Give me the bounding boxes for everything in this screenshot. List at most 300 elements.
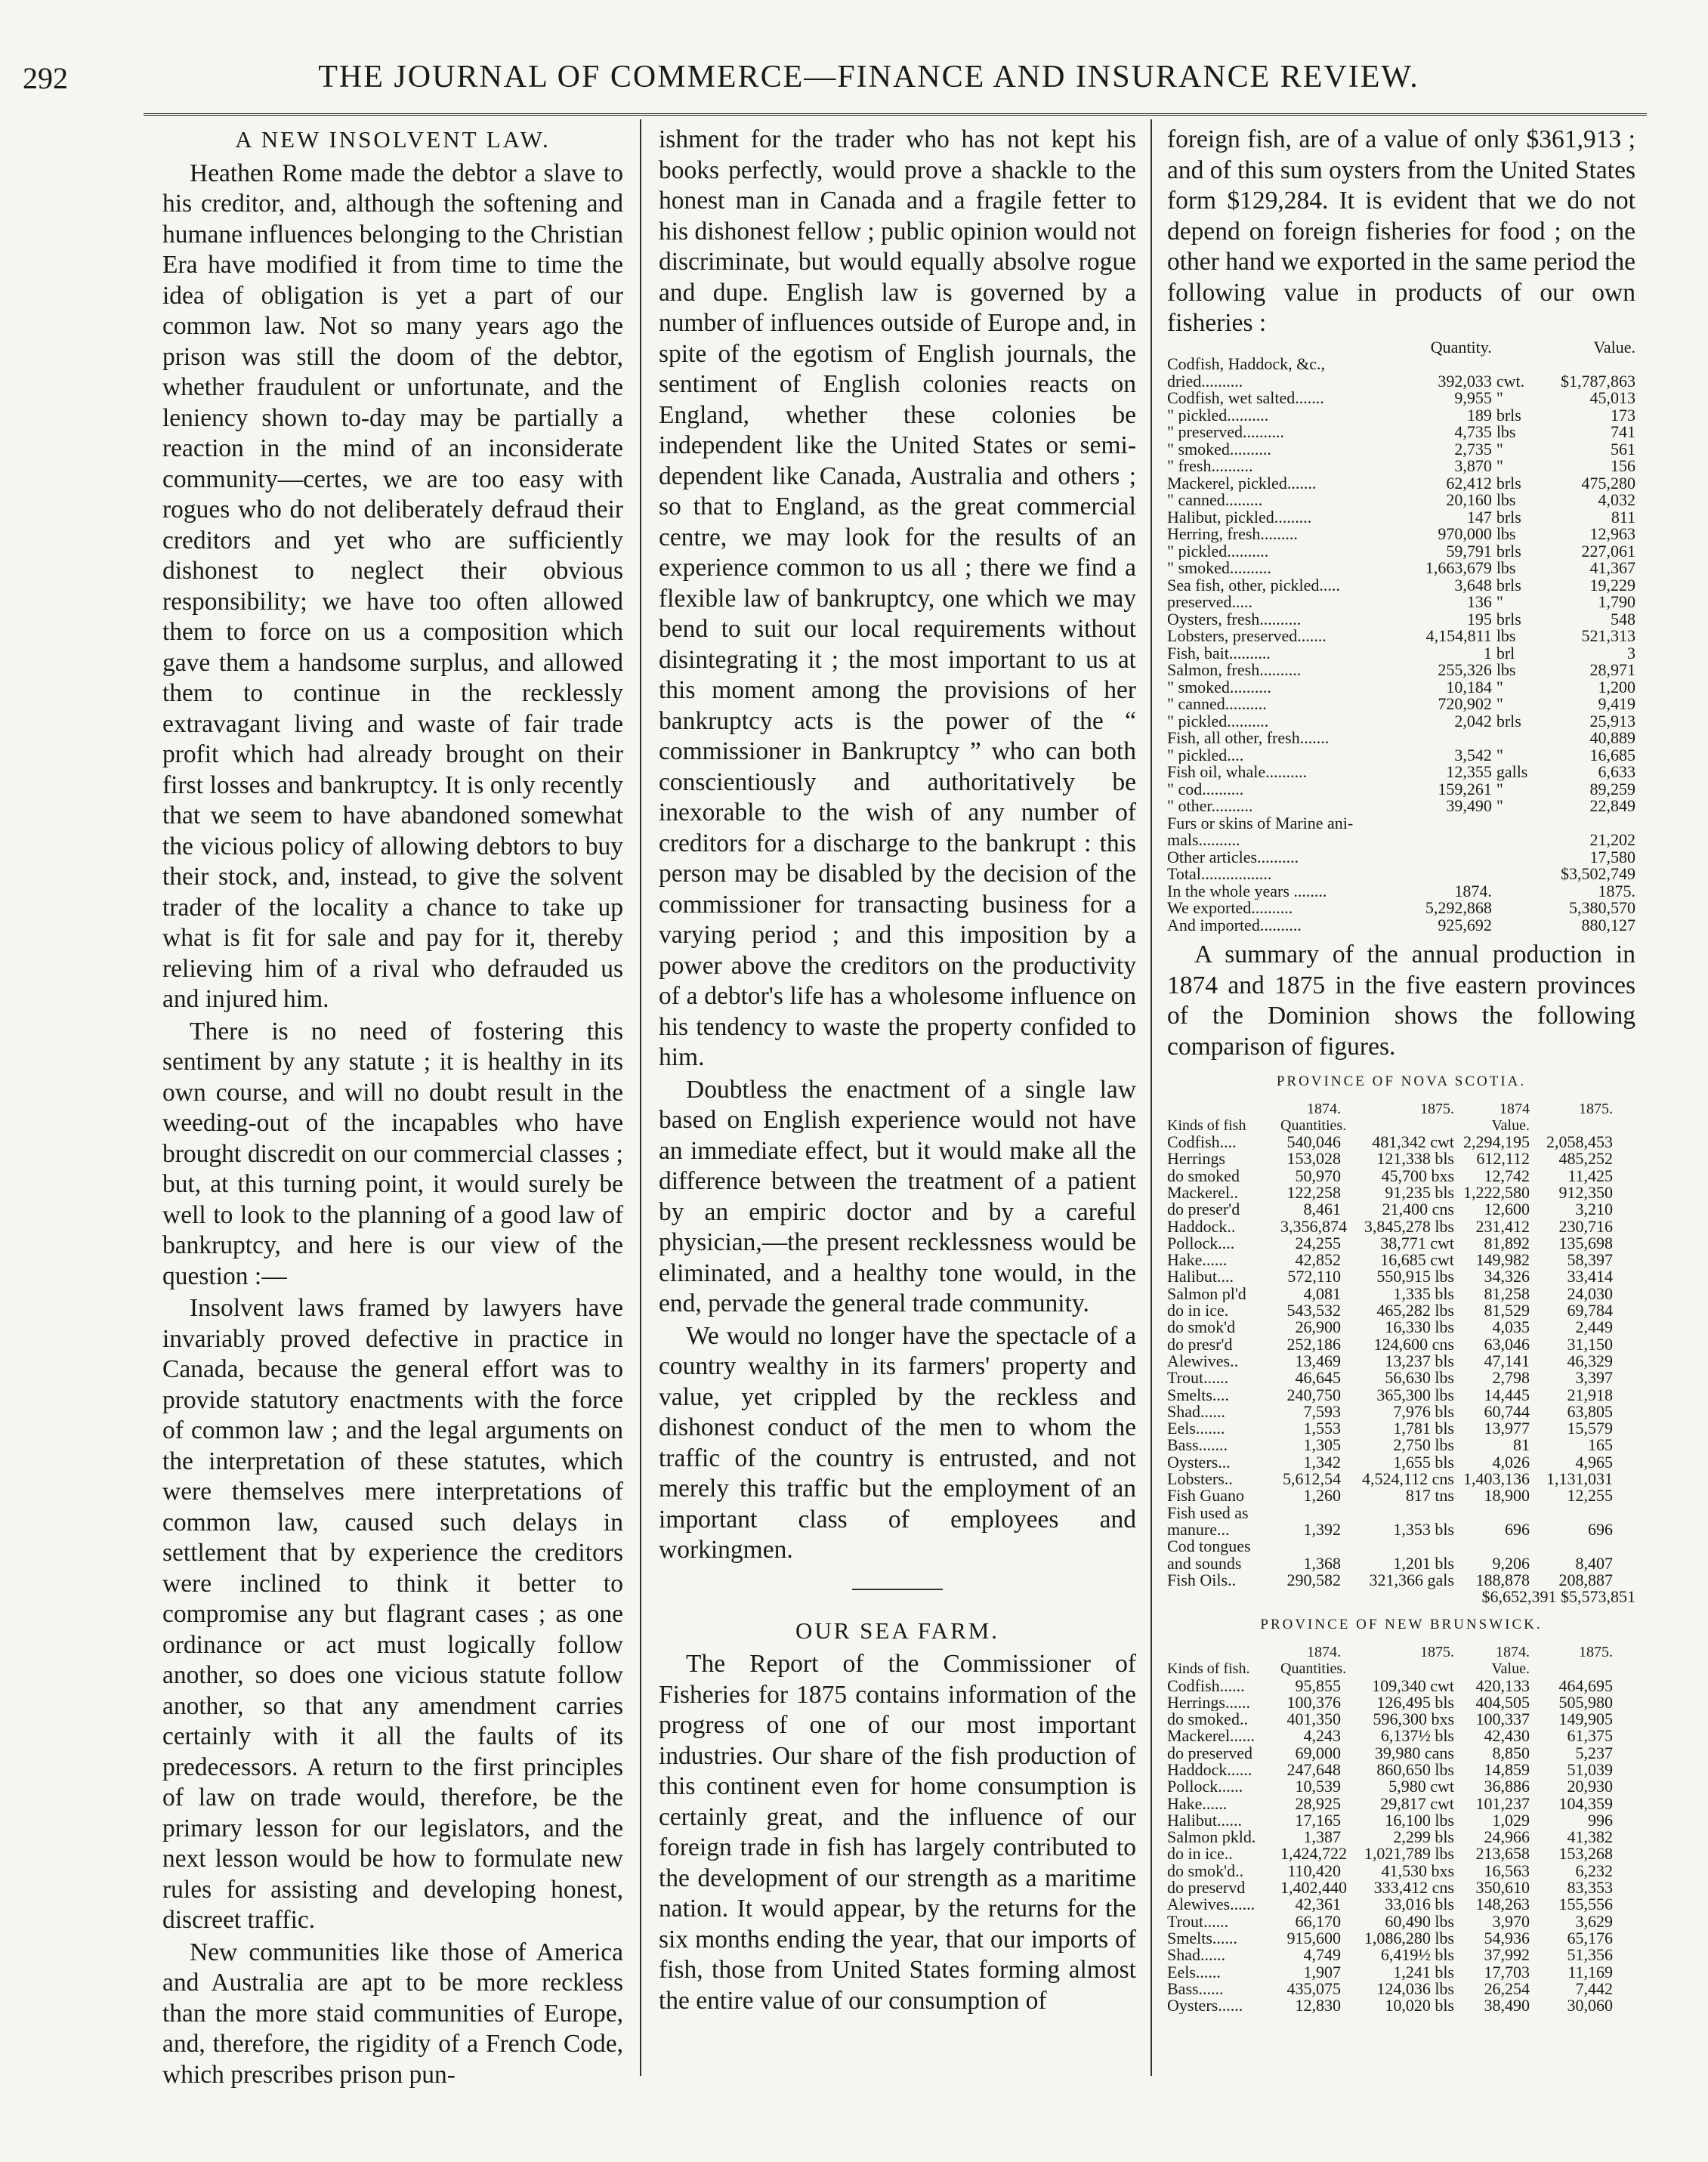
table-cell: 1,260 — [1303, 1486, 1341, 1506]
table-cell: 1,200 — [1598, 677, 1636, 696]
table-cell: brls — [1496, 405, 1521, 425]
table-cell: 69,000 — [1295, 1743, 1341, 1762]
table-cell: 970,000 — [1438, 524, 1492, 543]
table-cell — [1392, 866, 1492, 883]
table-cell: 21,202 — [1589, 830, 1636, 849]
table-cell — [1492, 815, 1549, 832]
table-cell: 6,419½ bls — [1380, 1945, 1454, 1965]
table-cell: do smoked — [1167, 1167, 1240, 1184]
column-divider-2 — [1151, 119, 1152, 2076]
table-cell: 1,402,440 — [1280, 1878, 1347, 1898]
table-cell — [1492, 883, 1549, 900]
table-row — [1167, 1353, 1635, 1370]
table-row — [1167, 730, 1635, 747]
table-cell: dried.......... — [1167, 372, 1243, 390]
table-cell: 16,100 lbs — [1385, 1810, 1454, 1830]
table-cell: 1,029 — [1492, 1810, 1530, 1830]
section-divider — [852, 1589, 943, 1590]
table-row — [1167, 645, 1635, 662]
article-paragraph: Heathen Rome made the debtor a slave to his creditor, and, although the softening and humane influences belonging to the Christian Era have modified it from time to time the idea of obligation is yet a part of our common law. Not so many years ago the prison was still the doom of the debtor, whether fraudulent or unfortunate, and the leniency shown to-day may be partially a reaction in the mind of an inconsiderate community—certes, we are too easy with rogues who do not deliberately defraud their creditors and yet who are sufficiently dishonest to neglect their obvious responsibility; we have too often allowed them to force on us a composition which gave them a handsome surplus, and allowed them to continue in the recklessly extravagant living and waste of fair trade profit which had already brought on their first losses and bankruptcy. It is only recently that we seem to have abandoned somewhat the vicious policy of allowing debtors to buy their stock, and, instead, to give the solvent trader of the locality a chance to take up what is fit for sale and pay for it, thereby relieving him of a rival who defrauded us and injured him. — [162, 159, 623, 1013]
table-cell: 550,915 lbs — [1376, 1267, 1454, 1286]
table-cell: 880,127 — [1581, 915, 1636, 934]
table-cell: " — [1496, 694, 1503, 713]
table-row — [1167, 543, 1635, 561]
table-cell: 121,338 bls — [1376, 1149, 1454, 1169]
table-cell: 18,900 — [1484, 1486, 1530, 1506]
table-cell: 5,237 — [1575, 1743, 1613, 1762]
table-cell: 4,081 — [1303, 1283, 1341, 1303]
table-cell: " pickled.......... — [1167, 712, 1269, 730]
table-cell: 1,342 — [1303, 1452, 1341, 1472]
table-row — [1167, 1150, 1635, 1167]
table-cell: 1,368 — [1303, 1553, 1341, 1573]
table-cell: Herrings — [1167, 1150, 1225, 1168]
article-paragraph: New communities like those of America and Australia are apt to be more reckless than the more staid communities of Europe, and, therefore, the rigidity of a French Code, which prescribes prison pun- — [162, 1938, 623, 2089]
table-cell: 42,852 — [1295, 1250, 1341, 1270]
table-cell: lbs — [1496, 558, 1516, 577]
table-row — [1167, 1896, 1635, 1913]
table-row — [1167, 1930, 1635, 1947]
exports-rows — [1167, 356, 1635, 883]
table-row — [1167, 1319, 1635, 1336]
table-cell: " — [1496, 388, 1503, 407]
table-cell: Lobsters.. — [1167, 1471, 1233, 1488]
header-rule — [144, 113, 1647, 116]
table-cell: 4,524,112 cns — [1361, 1469, 1454, 1489]
table-cell: lbs — [1496, 490, 1516, 509]
table-row — [1167, 458, 1635, 475]
table-cell: 148,263 — [1475, 1895, 1530, 1914]
table-cell: 33,414 — [1567, 1267, 1613, 1286]
new-brunswick-rows — [1167, 1678, 1635, 2015]
table-cell: 62,412 — [1446, 473, 1492, 493]
table-cell: 4,735 — [1454, 422, 1492, 441]
table-cell: 15,579 — [1567, 1419, 1613, 1438]
table-row — [1167, 1778, 1635, 1795]
table-cell: " pickled.......... — [1167, 406, 1269, 424]
table-cell: 173 — [1611, 405, 1636, 425]
table-cell: Haddock...... — [1167, 1761, 1252, 1779]
table-cell: Pollock.... — [1167, 1234, 1235, 1252]
table-cell: 1,553 — [1303, 1419, 1341, 1438]
table-cell: 5,292,868 — [1425, 898, 1492, 917]
table-cell: Mackerel, pickled....... — [1167, 474, 1317, 492]
table-cell: Oysters, fresh.......... — [1167, 610, 1302, 628]
article-paragraph: The Report of the Commissioner of Fisheries for 1875 contains information of the progress of one of our most important industries. Our share of the fish production of this continent even for home consumption is certainly great, and the influence of our foreign trade in fish has largely contributed to the development of our strength as a maritime nation. It would appear, by the returns for the six months ending the year, that our imports of fish, those from United States forming almost the entire value of our consumption of — [659, 1650, 1136, 2015]
table-cell: 1,241 bls — [1393, 1962, 1454, 1981]
table-cell: Cod tongues — [1167, 1538, 1251, 1555]
table-cell — [1530, 1505, 1613, 1521]
table-cell: Lobsters, preserved....... — [1167, 628, 1327, 645]
table-cell: 51,039 — [1567, 1759, 1613, 1779]
table-row — [1167, 662, 1635, 679]
table-cell: 12,355 — [1446, 762, 1492, 781]
table-cell: and sounds — [1167, 1555, 1242, 1572]
table-row — [1167, 1370, 1635, 1386]
table-cell: We exported.......... — [1167, 900, 1293, 917]
table-cell: 13,469 — [1295, 1351, 1341, 1370]
table-cell — [1530, 1538, 1613, 1555]
table-cell: 61,375 — [1567, 1726, 1613, 1746]
table-cell: 227,061 — [1581, 541, 1636, 561]
table-row — [1167, 475, 1635, 493]
table-cell: 16,685 — [1589, 745, 1636, 764]
table-cell: 1,655 bls — [1393, 1452, 1454, 1472]
table-cell: 31,150 — [1567, 1334, 1613, 1354]
table-cell: " — [1496, 796, 1503, 815]
table-cell: 860,650 lbs — [1376, 1759, 1454, 1779]
table-cell: 3,542 — [1454, 745, 1492, 764]
table-cell: 1,387 — [1303, 1827, 1341, 1847]
table-row — [1167, 1487, 1635, 1504]
table-cell: And imported.......... — [1167, 916, 1302, 934]
table-cell: 1,781 bls — [1393, 1419, 1454, 1438]
table-cell: 2,299 bls — [1393, 1827, 1454, 1847]
table-cell: 1,403,136 — [1463, 1469, 1530, 1489]
table-cell: 3,970 — [1492, 1911, 1530, 1931]
table-cell: Furs or skins of Marine ani- — [1167, 814, 1354, 832]
table-cell: 58,397 — [1567, 1250, 1613, 1270]
table-cell: 9,419 — [1598, 694, 1636, 713]
table-row — [1167, 611, 1635, 629]
table-cell: 14,859 — [1484, 1759, 1530, 1779]
table-header-row: Kinds of fish Quantities. Value. — [1167, 1117, 1530, 1134]
table-cell: 12,742 — [1484, 1166, 1530, 1185]
table-cell: 1,335 bls — [1393, 1283, 1454, 1303]
table-row — [1167, 1235, 1635, 1252]
table-row — [1167, 1184, 1635, 1201]
table-cell: " pickled.......... — [1167, 542, 1269, 560]
table-cell: 81,258 — [1484, 1283, 1530, 1303]
page-title: THE JOURNAL OF COMMERCE—FINANCE AND INSURANCE REVIEW. — [318, 60, 1419, 94]
table-cell: 333,412 cns — [1373, 1878, 1454, 1898]
table-row — [1167, 900, 1635, 917]
table-cell: Pollock...... — [1167, 1778, 1243, 1796]
table-cell: 1,131,031 — [1546, 1469, 1613, 1489]
province-total: $6,652,391 $5,573,851 — [1481, 1587, 1635, 1607]
table-cell: Salmon pl'd — [1167, 1285, 1246, 1303]
table-cell — [1392, 849, 1492, 866]
table-cell: Oysters...... — [1167, 1997, 1243, 2015]
table-header-row: 1874. 1875. 1874 1875. — [1307, 1100, 1613, 1117]
table-cell: 465,282 lbs — [1376, 1301, 1454, 1320]
table-cell: 10,020 bls — [1385, 1996, 1454, 2015]
table-cell: brls — [1496, 609, 1521, 629]
sea-farm-column — [1167, 125, 1635, 2014]
table-cell: 13,977 — [1484, 1419, 1530, 1438]
table-cell: 2,750 lbs — [1393, 1435, 1454, 1455]
table-cell: 10,184 — [1446, 677, 1492, 696]
table-cell: Fish Oils.. — [1167, 1571, 1237, 1589]
table-cell: 110,420 — [1287, 1861, 1341, 1880]
table-row — [1167, 1471, 1635, 1487]
table-cell: " — [1496, 456, 1503, 475]
table-row — [1167, 1745, 1635, 1762]
table-cell: 11,169 — [1567, 1962, 1613, 1981]
new-brunswick-table — [1167, 1644, 1635, 2015]
table-cell: 9,955 — [1454, 388, 1492, 407]
table-cell: " canned......... — [1167, 492, 1263, 509]
table-cell: do preservd — [1167, 1879, 1246, 1897]
table-row — [1167, 1252, 1635, 1268]
table-cell: Eels....... — [1167, 1420, 1225, 1438]
table-cell: 81,892 — [1484, 1233, 1530, 1252]
table-cell: 9,206 — [1492, 1553, 1530, 1573]
table-cell: 1,086,280 lbs — [1364, 1928, 1454, 1947]
table-row — [1167, 781, 1635, 798]
table-cell: 1,201 bls — [1393, 1553, 1454, 1573]
table-cell: 213,658 — [1475, 1844, 1530, 1864]
table-cell: 505,980 — [1558, 1692, 1613, 1712]
table-cell: 481,342 cwt — [1372, 1132, 1454, 1152]
table-cell: cwt. — [1496, 371, 1525, 391]
table-row — [1167, 1454, 1635, 1471]
table-row — [1167, 832, 1635, 849]
table-cell — [1454, 1538, 1530, 1555]
table-cell: do presr'd — [1167, 1336, 1233, 1353]
table-cell: Other articles.......... — [1167, 848, 1299, 866]
table-cell: " other.......... — [1167, 798, 1253, 815]
table-cell: 54,936 — [1484, 1928, 1530, 1947]
table-cell: preserved..... — [1167, 594, 1253, 611]
table-cell: Codfish, Haddock, &c., — [1167, 356, 1325, 373]
table-cell: 28,971 — [1589, 660, 1636, 679]
table-cell: lbs — [1496, 626, 1516, 645]
table-cell: do preser'd — [1167, 1201, 1240, 1218]
table-cell: 548 — [1611, 609, 1636, 629]
table-cell: 1,021,789 lbs — [1364, 1844, 1454, 1864]
table-cell: " pickled.... — [1167, 746, 1244, 764]
table-cell: 30,060 — [1567, 1996, 1613, 2015]
table-cell: 8,407 — [1575, 1553, 1613, 1573]
table-cell: " smoked.......... — [1167, 678, 1271, 696]
table-cell: 1,353 bls — [1393, 1519, 1454, 1539]
table-cell: 69,784 — [1567, 1301, 1613, 1320]
table-cell: brls — [1496, 711, 1521, 730]
article-heading: A NEW INSOLVENT LAW. — [235, 126, 551, 153]
table-cell: 20,160 — [1446, 490, 1492, 509]
table-cell: 100,376 — [1286, 1692, 1341, 1712]
table-cell: 401,350 — [1286, 1710, 1341, 1729]
table-cell — [1492, 917, 1549, 934]
article-paragraph: A summary of the annual production in 1874 and 1875 in the five eastern provinces of the Dominion shows the following comparison of figures. — [1167, 940, 1635, 1061]
table-cell: Smelts.... — [1167, 1386, 1229, 1404]
table-cell: " cod.......... — [1167, 780, 1244, 798]
table-cell: 21,918 — [1567, 1385, 1613, 1404]
table-cell: 17,703 — [1484, 1962, 1530, 1981]
table-cell: 149,905 — [1558, 1710, 1613, 1729]
table-cell — [1392, 730, 1492, 747]
table-row — [1167, 815, 1635, 832]
table-cell: 153,268 — [1558, 1844, 1613, 1864]
table-cell: 8,461 — [1303, 1200, 1341, 1219]
table-cell: 95,855 — [1295, 1676, 1341, 1695]
table-row — [1167, 1879, 1635, 1896]
table-cell: 404,505 — [1475, 1692, 1530, 1712]
table-cell: 350,610 — [1475, 1878, 1530, 1898]
table-cell: 4,154,811 — [1425, 626, 1492, 645]
table-cell: 101,237 — [1475, 1793, 1530, 1813]
table-row — [1167, 883, 1635, 900]
table-cell: 3 — [1627, 643, 1636, 662]
table-row — [1167, 1759, 1635, 1779]
table-cell — [1341, 1505, 1454, 1521]
table-cell: 149,982 — [1475, 1250, 1530, 1270]
table-cell — [1280, 1538, 1341, 1555]
nova-scotia-table — [1167, 1101, 1635, 1606]
table-cell: 2,735 — [1454, 439, 1492, 459]
table-cell: manure... — [1167, 1521, 1230, 1539]
table-cell: 45,700 bxs — [1381, 1166, 1454, 1185]
table-cell: mals.......... — [1167, 832, 1240, 849]
table-row — [1167, 866, 1635, 883]
table-cell: 1875. — [1598, 881, 1636, 900]
table-cell: 1,392 — [1303, 1519, 1341, 1539]
table-row — [1167, 526, 1635, 543]
article-heading: OUR SEA FARM. — [795, 1617, 1000, 1644]
table-row — [1167, 492, 1635, 509]
table-cell: 59,791 — [1446, 541, 1492, 561]
table-cell: Fish oil, whale.......... — [1167, 764, 1308, 781]
table-cell: Mackerel.. — [1167, 1184, 1239, 1202]
table-cell: 165 — [1588, 1435, 1613, 1455]
table-cell: lbs — [1496, 524, 1516, 543]
table-row — [1167, 1728, 1635, 1744]
table-cell: 22,849 — [1589, 796, 1636, 815]
province-title: PROVINCE OF NOVA SCOTIA. — [1276, 1073, 1527, 1089]
table-cell: 81 — [1513, 1435, 1530, 1455]
table-cell: Trout...... — [1167, 1370, 1229, 1387]
table-cell: Fish, bait.......... — [1167, 644, 1271, 662]
table-row — [1167, 1268, 1635, 1285]
table-cell: Codfish.... — [1167, 1134, 1237, 1151]
table-row — [1167, 1812, 1635, 1829]
table-row — [1167, 1168, 1635, 1184]
article-paragraph: We would no longer have the spectacle of a country wealthy in its farmers' property and value, yet crippled by the reckless and dishonest conduct of the men to whom the traffic of the country is entrusted, and not merely this traffic but the employment of an important class of employees and workingmen. — [659, 1321, 1136, 1564]
table-cell: 155,556 — [1558, 1895, 1613, 1914]
table-row — [1167, 628, 1635, 645]
table-row — [1167, 407, 1635, 425]
table-cell: 60,744 — [1484, 1401, 1530, 1421]
table-row — [1167, 594, 1635, 611]
table-cell: 696 — [1505, 1519, 1530, 1539]
table-cell: 17,165 — [1295, 1810, 1341, 1830]
table-cell: Fish, all other, fresh....... — [1167, 730, 1330, 747]
table-cell: do preserved — [1167, 1744, 1253, 1762]
table-cell: Fish used as — [1167, 1504, 1249, 1521]
table-cell — [1392, 815, 1492, 832]
table-cell: 20,930 — [1567, 1777, 1613, 1796]
table-cell — [1392, 356, 1492, 373]
table-cell: 7,442 — [1575, 1978, 1613, 1998]
table-cell: 39,490 — [1446, 796, 1492, 815]
table-cell — [1492, 356, 1549, 373]
table-cell: Halibut.... — [1167, 1268, 1234, 1286]
table-row — [1167, 1845, 1635, 1862]
table-cell: 5,612,54 — [1283, 1469, 1341, 1489]
table-cell: 4,026 — [1492, 1452, 1530, 1472]
table-cell: Alewives...... — [1167, 1896, 1256, 1913]
table-cell: 2,058,453 — [1546, 1132, 1613, 1152]
province-title: PROVINCE OF NEW BRUNSWICK. — [1260, 1617, 1543, 1633]
article-paragraph: ishment for the trader who has not kept his books perfectly, would prove a shackle to the honest man in Canada and a fragile fetter to his dishonest fellow ; public opinion would not discriminate, but would equally absolve rogue and dupe. English law is governed by a number of influences outside of Europe and, in spite of the egotism of English journals, the sentiment of English colonies reacts on England, whether these colonies be independent like the United States or semi-dependent like Canada, Australia and others ; so that to England, as the great commercial centre, we may look for the results of an experience common to us all ; there we find a flexible law of bankruptcy, one which we may bend to suit our local requirements without disintegrating it ; the most important to us at this moment among the provisions of her bankruptcy acts is the power of the “ commissioner in Bankruptcy ” who can both conscientiously and authoritatively be inexorable to the wish of any number of creditors for a discharge to the bankrupt : this person may be disabled by the decision of the commissioner for transacting business for a varying period ; and this imposition by a power above the creditors on the productivity of a debtor's life has a wholesome influence on his tendency to waste the property confided to him. — [659, 125, 1136, 1071]
table-cell: " smoked.......... — [1167, 560, 1271, 577]
table-cell: 1,424,722 — [1280, 1844, 1347, 1864]
table-cell: 46,645 — [1295, 1368, 1341, 1388]
table-cell: Salmon pkld. — [1167, 1829, 1256, 1846]
table-cell: 475,280 — [1581, 473, 1636, 493]
table-cell: 11,425 — [1567, 1166, 1613, 1185]
table-cell: " — [1496, 779, 1503, 798]
table-cell: 42,430 — [1484, 1726, 1530, 1746]
table-cell: 159,261 — [1438, 779, 1492, 798]
table-cell: 290,582 — [1286, 1570, 1341, 1589]
page-number: 292 — [23, 61, 68, 95]
table-row — [1167, 577, 1635, 595]
table-row — [1167, 424, 1635, 441]
table-cell: do smoked.. — [1167, 1711, 1248, 1728]
table-cell: 2,042 — [1454, 711, 1492, 730]
table-cell: Shad...... — [1167, 1947, 1225, 1964]
table-cell: 1,305 — [1303, 1435, 1341, 1455]
table-cell: Fish Guano — [1167, 1487, 1245, 1505]
table-row — [1167, 1420, 1635, 1437]
column-divider-1 — [640, 119, 641, 2076]
table-cell: brls — [1496, 575, 1521, 595]
table-cell: Sea fish, other, pickled..... — [1167, 576, 1340, 594]
table-cell: Trout...... — [1167, 1913, 1229, 1930]
table-row — [1167, 1387, 1635, 1404]
table-cell: 6,232 — [1575, 1861, 1613, 1880]
table-cell — [1454, 1505, 1530, 1521]
table-cell: 16,563 — [1484, 1861, 1530, 1880]
table-cell: 540,046 — [1286, 1132, 1341, 1152]
table-cell: 561 — [1611, 439, 1636, 459]
table-cell: 817 tns — [1405, 1486, 1454, 1506]
table-cell: 230,716 — [1558, 1216, 1613, 1236]
table-cell: 124,600 cns — [1373, 1334, 1454, 1354]
table-row — [1167, 1863, 1635, 1879]
table-row — [1167, 1572, 1635, 1589]
table-cell: Smelts...... — [1167, 1929, 1237, 1947]
table-cell: 65,176 — [1567, 1928, 1613, 1947]
article-paragraph: There is no need of fostering this sentiment by any statute ; it is healthy in its own course, and will no doubt result in the weeding-out of the incapables who have brought discredit on our commercial classes ; but, at this turning point, it would surely be well to look to the planning of a good law of bankruptcy, and here is our view of the question :— — [162, 1017, 623, 1290]
table-cell: 63,046 — [1484, 1334, 1530, 1354]
table-cell: 2,449 — [1575, 1317, 1613, 1337]
table-row — [1167, 1711, 1635, 1728]
table-cell: 811 — [1611, 507, 1636, 527]
table-cell: 3,356,874 — [1280, 1216, 1347, 1236]
table-cell: 29,817 cwt — [1380, 1793, 1454, 1813]
table-cell: 741 — [1611, 422, 1636, 441]
table-row — [1167, 679, 1635, 696]
table-cell: 126,495 bls — [1376, 1692, 1454, 1712]
table-cell: Eels...... — [1167, 1963, 1221, 1981]
table-cell: 66,170 — [1295, 1911, 1341, 1931]
table-cell: brl — [1496, 643, 1515, 662]
table-cell: 420,133 — [1475, 1676, 1530, 1695]
table-cell — [1492, 866, 1549, 883]
table-row — [1167, 764, 1635, 781]
table-cell: " — [1496, 745, 1503, 764]
table-cell: 7,593 — [1303, 1401, 1341, 1421]
table-cell: 40,889 — [1589, 728, 1636, 747]
table-cell: 33,016 bls — [1385, 1895, 1454, 1914]
table-cell: 13,237 bls — [1385, 1351, 1454, 1370]
table-cell: 24,030 — [1567, 1283, 1613, 1303]
table-cell: Bass....... — [1167, 1437, 1228, 1454]
table-cell — [1549, 356, 1635, 373]
